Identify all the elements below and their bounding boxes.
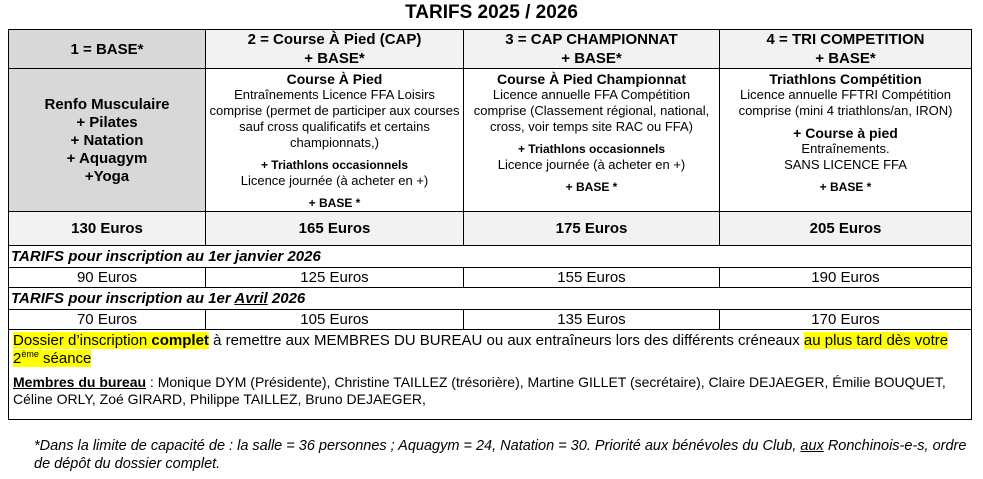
april-price-cap: 105 Euros (206, 310, 464, 330)
header-tri: 4 = TRI COMPETITION + BASE* (720, 30, 972, 69)
january-price-base: 90 Euros (9, 268, 206, 288)
price-base: 130 Euros (9, 212, 206, 246)
header-base: 1 = BASE* (9, 30, 206, 69)
cap-description: Course À Pied Entraînements Licence FFA Loisirs comprise (permet de participer aux courses sauf cross qualificatifs et certains championnats,) + Triathlons occasionnels Licence journée (à acheter en +) + BASE * (206, 69, 464, 212)
tri-description: Triathlons Compétition Licence annuelle FFTRI Compétition comprise (mini 4 triathlons/an, IRON) + Course à pied Entraînements. SANS LICENCE FFA + BASE * (720, 69, 972, 212)
january-price-championnat: 155 Euros (464, 268, 720, 288)
header-championnat: 3 = CAP CHAMPIONNAT + BASE* (464, 30, 720, 69)
april-price-championnat: 135 Euros (464, 310, 720, 330)
footnote: *Dans la limite de capacité de : la salle = 36 personnes ; Aquagym = 24, Natation = 30. Priorité aux bénévoles du Club, aux Ronchinois-e-s, ordre de dépôt du dossier complet. (34, 438, 967, 472)
april-price-tri: 170 Euros (720, 310, 972, 330)
january-price-tri: 190 Euros (720, 268, 972, 288)
january-title: TARIFS pour inscription au 1er janvier 2026 (9, 246, 972, 268)
championnat-description: Course À Pied Championnat Licence annuelle FFA Compétition comprise (Classement régional, national, cross, voir temps site RAC ou FFA) + Triathlons occasionnels Licence journée (à acheter en +) + BASE * (464, 69, 720, 212)
page-title: TARIFS 2025 / 2026 (405, 2, 578, 23)
tariffs-table (8, 29, 972, 420)
price-tri: 205 Euros (720, 212, 972, 246)
price-cap: 165 Euros (206, 212, 464, 246)
april-price-base: 70 Euros (9, 310, 206, 330)
april-title: TARIFS pour inscription au 1er Avril 2026 (9, 288, 972, 310)
january-price-cap: 125 Euros (206, 268, 464, 288)
header-cap: 2 = Course À Pied (CAP) + BASE* (206, 30, 464, 69)
price-championnat: 175 Euros (464, 212, 720, 246)
dossier-note: Dossier d’inscription complet à remettre aux MEMBRES DU BUREAU ou aux entraîneurs lors des différents créneaux au plus tard dès votre 2ème séance Membres du bureau : Monique DYM (Présidente), Christine TAILLEZ (trésorière), Martine GILLET (secrétaire), Claire DEJAEGER, Émilie BOUQUET, Céline ORLY, Zoé GIRARD, Philippe TAILLEZ, Bruno DEJAEGER, (9, 330, 972, 420)
base-description: Renfo Musculaire + Pilates + Natation + Aquagym +Yoga (9, 69, 206, 212)
members-list: Membres du bureau : Monique DYM (Présidente), Christine TAILLEZ (trésorière), Martine GILLET (secrétaire), Claire DEJAEGER, Émilie BOUQUET, Céline ORLY, Zoé GIRARD, Philippe TAILLEZ, Bruno DEJAEGER, (13, 374, 946, 407)
